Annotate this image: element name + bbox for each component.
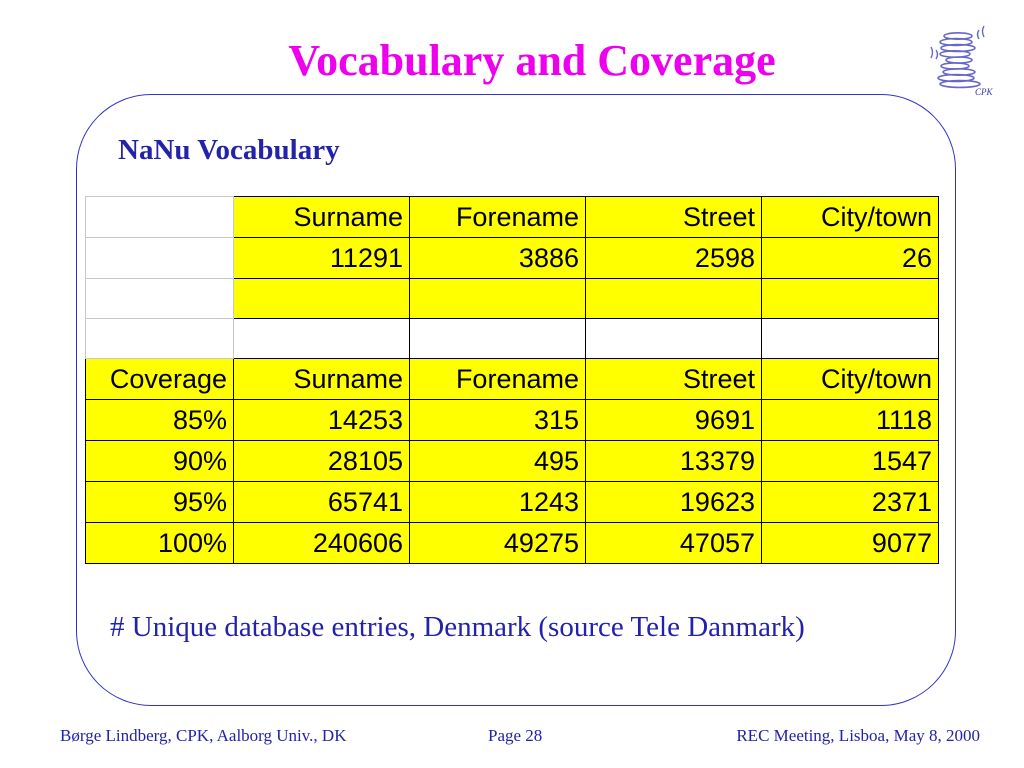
table-row [86,441,939,482]
table-cell: 100% [86,523,234,564]
table-cell: 14253 [234,400,410,441]
table-cell: 95% [86,482,234,523]
table-header-cell: Forename [410,359,586,400]
table-header-cell: Coverage [86,359,234,400]
table-row [86,482,939,523]
table-cell: 1243 [410,482,586,523]
table-cell: 2598 [586,238,762,279]
footer-event: REC Meeting, Lisboa, May 8, 2000 [736,726,980,745]
empty-white-row [86,319,939,359]
vocabulary-header-row [86,197,939,238]
table-cell: 9691 [586,400,762,441]
section-subtitle: NaNu Vocabulary [118,134,340,166]
table-header-cell: Surname [234,359,410,400]
footer-author: Børge Lindberg, CPK, Aalborg Univ., DK [60,726,347,745]
table-header-cell: Street [586,197,762,238]
table-cell: 495 [410,441,586,482]
table-cell [86,197,234,238]
vocabulary-coverage-table [85,196,939,564]
table-cell: 49275 [410,523,586,564]
cpk-logo-icon [924,16,990,98]
table-header-cell: Forename [410,197,586,238]
table-cell: 85% [86,400,234,441]
table-cell: 13379 [586,441,762,482]
table-cell [762,279,939,319]
table-cell [234,319,410,359]
table-cell: 9077 [762,523,939,564]
table-header-cell: Surname [234,197,410,238]
logo-text: CPK [975,87,993,97]
slide-title: Vocabulary and Coverage [288,36,776,85]
table-cell: 240606 [234,523,410,564]
table-cell [86,319,234,359]
table-cell: 1547 [762,441,939,482]
table-cell [762,319,939,359]
table-cell [586,279,762,319]
table-header-cell: City/town [762,197,939,238]
table-cell [234,279,410,319]
table-cell: 28105 [234,441,410,482]
table-cell: 1118 [762,400,939,441]
table-cell: 315 [410,400,586,441]
vocabulary-count-row [86,238,939,279]
table-cell: 3886 [410,238,586,279]
table-cell [86,238,234,279]
table-cell: 11291 [234,238,410,279]
table-cell [410,319,586,359]
table-cell: 47057 [586,523,762,564]
table-cell: 19623 [586,482,762,523]
table-header-cell: Street [586,359,762,400]
table-cell [86,279,234,319]
table-row [86,400,939,441]
footer-page-number: Page 28 [488,726,543,745]
table-cell: 65741 [234,482,410,523]
table-cell [586,319,762,359]
coverage-header-row [86,359,939,400]
table-header-cell: City/town [762,359,939,400]
table-row [86,523,939,564]
table-cell [410,279,586,319]
table-cell: 90% [86,441,234,482]
source-note: # Unique database entries, Denmark (source Tele Danmark) [110,611,805,643]
table-cell: 26 [762,238,939,279]
table-cell: 2371 [762,482,939,523]
empty-yellow-row [86,279,939,319]
